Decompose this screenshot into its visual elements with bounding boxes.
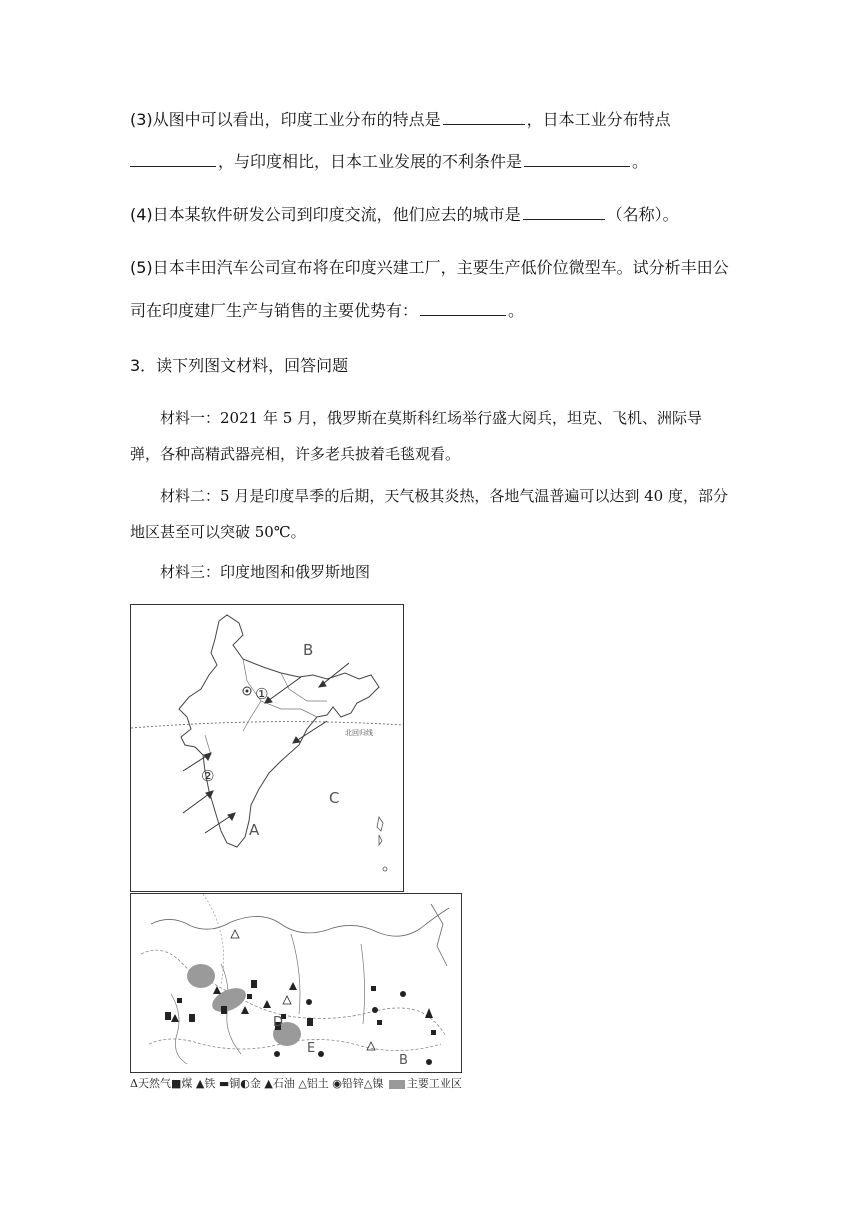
russia-map-legend (130, 1075, 462, 1091)
industry-zone-icon (389, 1080, 405, 1089)
legend-gold: 金 (249, 1077, 261, 1090)
q3-text-1: (3)从图中可以看出，印度工业分布的特点是 (130, 110, 441, 129)
answer-blank[interactable] (130, 150, 216, 167)
q3-text-3: ，与印度相比，日本工业发展的不利条件是 (218, 152, 523, 171)
gold-icon: ◐ (240, 1077, 250, 1090)
q5-line2 (130, 299, 524, 322)
answer-blank[interactable] (524, 150, 630, 167)
q5-text-1: 司在印度建厂生产与销售的主要优势有： (130, 301, 419, 320)
q4-text-2: （名称）。 (606, 205, 679, 224)
label-B: B (303, 641, 314, 659)
leadzinc-icon: ◉ (332, 1077, 342, 1090)
india-map (130, 604, 404, 892)
q3-line1 (130, 108, 671, 131)
legend-iron: 铁 (204, 1077, 216, 1090)
q3-line2 (130, 150, 648, 173)
label-C: C (329, 789, 340, 807)
gas-icon: Δ (130, 1077, 138, 1090)
copper-icon: ▬ (218, 1077, 230, 1090)
legend-copper: 铜 (229, 1077, 241, 1090)
legend-gas: 天然气 (137, 1077, 171, 1090)
material-3: 材料三：印度地图和俄罗斯地图 (160, 563, 371, 581)
q5-line1: (5)日本丰田汽车公司宣布将在印度兴建工厂，主要生产低价位微型车。试分析丰田公 (130, 258, 729, 277)
nickel-icon: △ (363, 1077, 373, 1090)
legend-nickel: 镍 (372, 1077, 384, 1090)
tropic-label: 北回归线 (345, 729, 373, 737)
label-B-russia: B (399, 1053, 408, 1068)
label-2: ② (201, 767, 215, 785)
label-1: ① (255, 685, 269, 703)
bauxite-icon: △ (298, 1077, 307, 1090)
label-D: D (273, 1015, 284, 1030)
material-1: 材料一：2021 年 5 月，俄罗斯在莫斯科红场举行盛大阅兵，坦克、飞机、洲际导弹，各种高精武器亮相，许多老兵披着毛毯观看。 (130, 409, 703, 463)
legend-industry: 主要工业区 (406, 1077, 462, 1090)
legend-bauxite: 铝土 (306, 1077, 329, 1090)
q3-text-4: 。 (632, 152, 649, 171)
legend-leadzinc: 铅锌 (341, 1077, 364, 1090)
india-map-graphic (131, 605, 403, 891)
answer-blank[interactable] (523, 203, 605, 220)
question-title: 3．读下列图文材料，回答问题 (130, 356, 349, 375)
answer-blank[interactable] (443, 108, 525, 125)
russia-map-graphic (131, 894, 461, 1072)
material-2: 材料二：5 月是印度旱季的后期，天气极其炎热，各地气温普遍可以达到 40 度，部分地区甚至可以突破 50℃。 (130, 487, 728, 541)
q4-line (130, 203, 679, 226)
oil-icon: ▲ (264, 1077, 273, 1090)
answer-blank[interactable] (420, 299, 506, 316)
coal-icon: ■ (170, 1077, 182, 1090)
legend-coal: 煤 (181, 1077, 193, 1090)
russia-map (130, 893, 462, 1073)
q4-text-1: (4)日本某软件研发公司到印度交流，他们应去的城市是 (130, 205, 521, 224)
label-E: E (307, 1041, 316, 1056)
q5-text-2: 。 (508, 301, 525, 320)
label-A: A (249, 821, 260, 839)
q3-text-2: ，日本工业分布特点 (526, 110, 671, 129)
legend-oil: 石油 (272, 1077, 295, 1090)
iron-icon: ▲ (195, 1077, 205, 1090)
